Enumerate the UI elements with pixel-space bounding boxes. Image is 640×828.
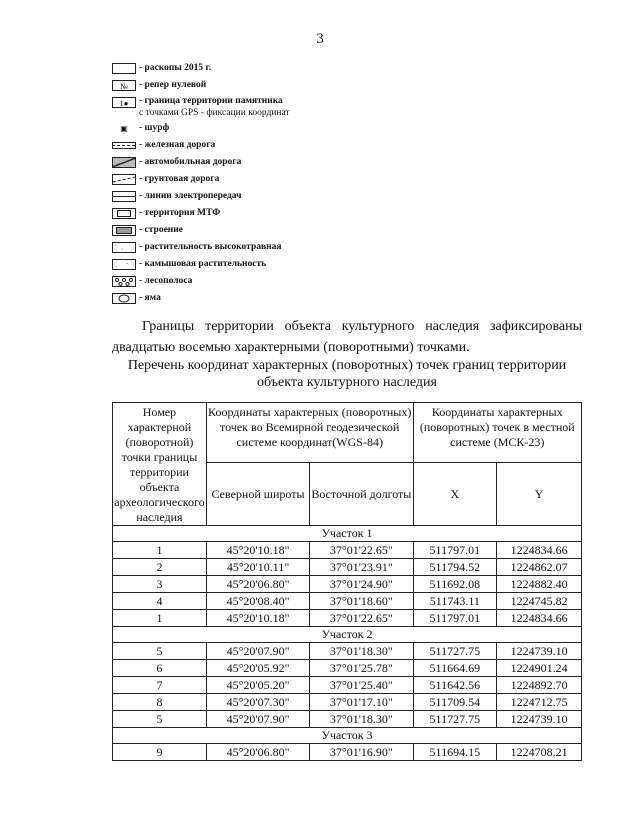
map-legend [112,60,372,307]
cell-latitude: 45°20'10.18" [206,542,309,559]
hole-icon [112,293,136,304]
building-icon [112,225,136,236]
cell-point-number: 9 [113,744,207,761]
legend-item-forest-belt [112,273,372,290]
cell-x: 511709.54 [413,694,497,711]
cell-y: 1224834.66 [497,542,582,559]
section-row [113,728,582,744]
legend-item-reed [112,256,372,273]
legend-label: - граница территории памятника [139,96,283,106]
legend-label: - репер нулевой [139,80,207,90]
cell-point-number: 2 [113,559,207,576]
header-msk23: Координаты характерных (поворотных) точек в местной системе (МСК-23) [413,403,581,463]
legend-label: - раскопы 2015 г. [139,63,212,73]
table-row [113,643,582,660]
cell-x: 511727.75 [413,643,497,660]
svg-text:-: - [126,261,128,267]
legend-item-building [112,222,372,239]
cell-longitude: 37°01'18.30" [310,643,413,660]
cell-point-number: 5 [113,643,207,660]
section-title: Участок 3 [113,728,582,744]
legend-item-boundary [112,94,372,120]
table-row [113,542,582,559]
highway-icon [112,157,136,168]
cell-x: 511692.08 [413,576,497,593]
cell-latitude: 45°20'06.80" [206,576,309,593]
cell-point-number: 4 [113,593,207,610]
cell-longitude: 37°01'16.90" [310,744,413,761]
cell-longitude: 37°01'17.10" [310,694,413,711]
legend-item-power-line [112,188,372,205]
table-row [113,610,582,627]
table-row [113,576,582,593]
header-x: X [413,463,497,526]
cell-point-number: 6 [113,660,207,677]
table-row [113,559,582,576]
legend-label: - территория МТФ [139,208,221,218]
cell-longitude: 37°01'18.30" [310,711,413,728]
table-row [113,677,582,694]
table-row [113,744,582,761]
legend-item-excavations [112,60,372,77]
section-row [113,526,582,542]
cell-longitude: 37°01'25.78" [310,660,413,677]
cell-x: 511642.56 [413,677,497,694]
table-row [113,694,582,711]
section-title: Участок 1 [113,526,582,542]
gps-boundary-icon: 1● [112,97,136,108]
legend-label: - лесополоса [139,276,193,286]
legend-label: - яма [139,293,161,303]
cell-x: 511727.75 [413,711,497,728]
cell-point-number: 8 [113,694,207,711]
svg-text:.: . [116,263,118,269]
header-y: Y [497,463,582,526]
header-longitude: Восточной долготы [310,463,413,526]
svg-text:': ' [122,249,123,253]
header-point-number: Номер характерной (поворотной) точки границы территории объекта археологического наследия [113,403,207,526]
svg-text:': ' [115,245,116,250]
boundary-paragraph: Границы территории объекта культурного наследия зафиксированы двадцатью восемью характерными (поворотными) точками. [112,319,582,355]
cell-y: 1224834.66 [497,610,582,627]
section-title: Участок 2 [113,627,582,643]
cell-longitude: 37°01'22.65" [310,610,413,627]
tall-grass-icon [112,242,136,253]
table-row [113,711,582,728]
legend-item-tall-grass [112,239,372,256]
table-row [113,660,582,677]
legend-label: - автомобильная дорога [139,157,242,167]
cell-longitude: 37°01'25.40" [310,677,413,694]
cell-y: 1224712.75 [497,694,582,711]
cell-latitude: 45°20'05.92" [206,660,309,677]
cell-latitude: 45°20'06.80" [206,744,309,761]
forest-belt-icon [112,276,136,287]
header-latitude: Северной широты [206,463,309,526]
cell-y: 1224739.10 [497,711,582,728]
cell-latitude: 45°20'08.40" [206,593,309,610]
legend-item-dirt-road [112,171,372,188]
cell-latitude: 45°20'07.90" [206,643,309,660]
legend-label: - грунтовая дорога [139,174,220,184]
cell-x: 511694.15 [413,744,497,761]
cell-point-number: 1 [113,610,207,627]
cell-point-number: 1 [113,542,207,559]
cell-latitude: 45°20'07.90" [206,711,309,728]
legend-item-hole [112,290,372,307]
rectangle-icon [112,63,136,74]
cell-x: 511797.01 [413,610,497,627]
cell-y: 1224862.07 [497,559,582,576]
cell-longitude: 37°01'23.91" [310,559,413,576]
cell-point-number: 5 [113,711,207,728]
legend-label: - железная дорога [139,140,216,150]
section-row [113,627,582,643]
pit-square-icon: ▣ [120,124,128,133]
legend-item-mtf [112,205,372,222]
railway-icon [112,140,136,151]
cell-point-number: 3 [113,576,207,593]
cell-longitude: 37°01'22.65" [310,542,413,559]
mtf-territory-icon [112,208,136,219]
cell-x: 511794.52 [413,559,497,576]
legend-label: - линии электропередач [139,191,242,201]
legend-label: - строение [139,225,183,235]
cell-y: 1224892.70 [497,677,582,694]
reed-icon [112,259,136,270]
header-wgs84: Координаты характерных (поворотных) точек во Всемирной геодезической системе координат(WGS-84) [206,403,413,463]
svg-text:': ' [129,245,130,250]
legend-item-highway [112,154,372,171]
cell-latitude: 45°20'10.11" [206,559,309,576]
legend-item-railway [112,137,372,154]
cell-y: 1224708.21 [497,744,582,761]
legend-label: - камышовая растительность [139,259,267,269]
cell-latitude: 45°20'07.30" [206,694,309,711]
legend-item-benchmark [112,77,372,94]
table-row [113,593,582,610]
legend-label-2: с точками GPS - фиксации координат [139,108,290,118]
cell-longitude: 37°01'18.60" [310,593,413,610]
cell-x: 511797.01 [413,542,497,559]
cell-y: 1224901.24 [497,660,582,677]
table-caption: Перечень координат характерных (поворотных) точек границ территории объекта культурного наследия [127,358,567,390]
cell-latitude: 45°20'05.20" [206,677,309,694]
dirt-road-icon [112,174,136,185]
legend-label: - растительность высокотравная [139,242,282,252]
cell-x: 511743.11 [413,593,497,610]
cell-point-number: 7 [113,677,207,694]
cell-x: 511664.69 [413,660,497,677]
legend-item-pit [112,120,372,137]
cell-y: 1224739.10 [497,643,582,660]
cell-latitude: 45°20'10.18" [206,610,309,627]
cell-y: 1224745.82 [497,593,582,610]
table-header-row [113,403,582,463]
cell-longitude: 37°01'24.90" [310,576,413,593]
cell-y: 1224882.40 [497,576,582,593]
page-number: 3 [316,31,324,47]
power-line-icon [112,191,136,202]
legend-label: - шурф [139,123,170,133]
coordinates-table [112,402,582,761]
benchmark-icon: № [112,80,136,91]
